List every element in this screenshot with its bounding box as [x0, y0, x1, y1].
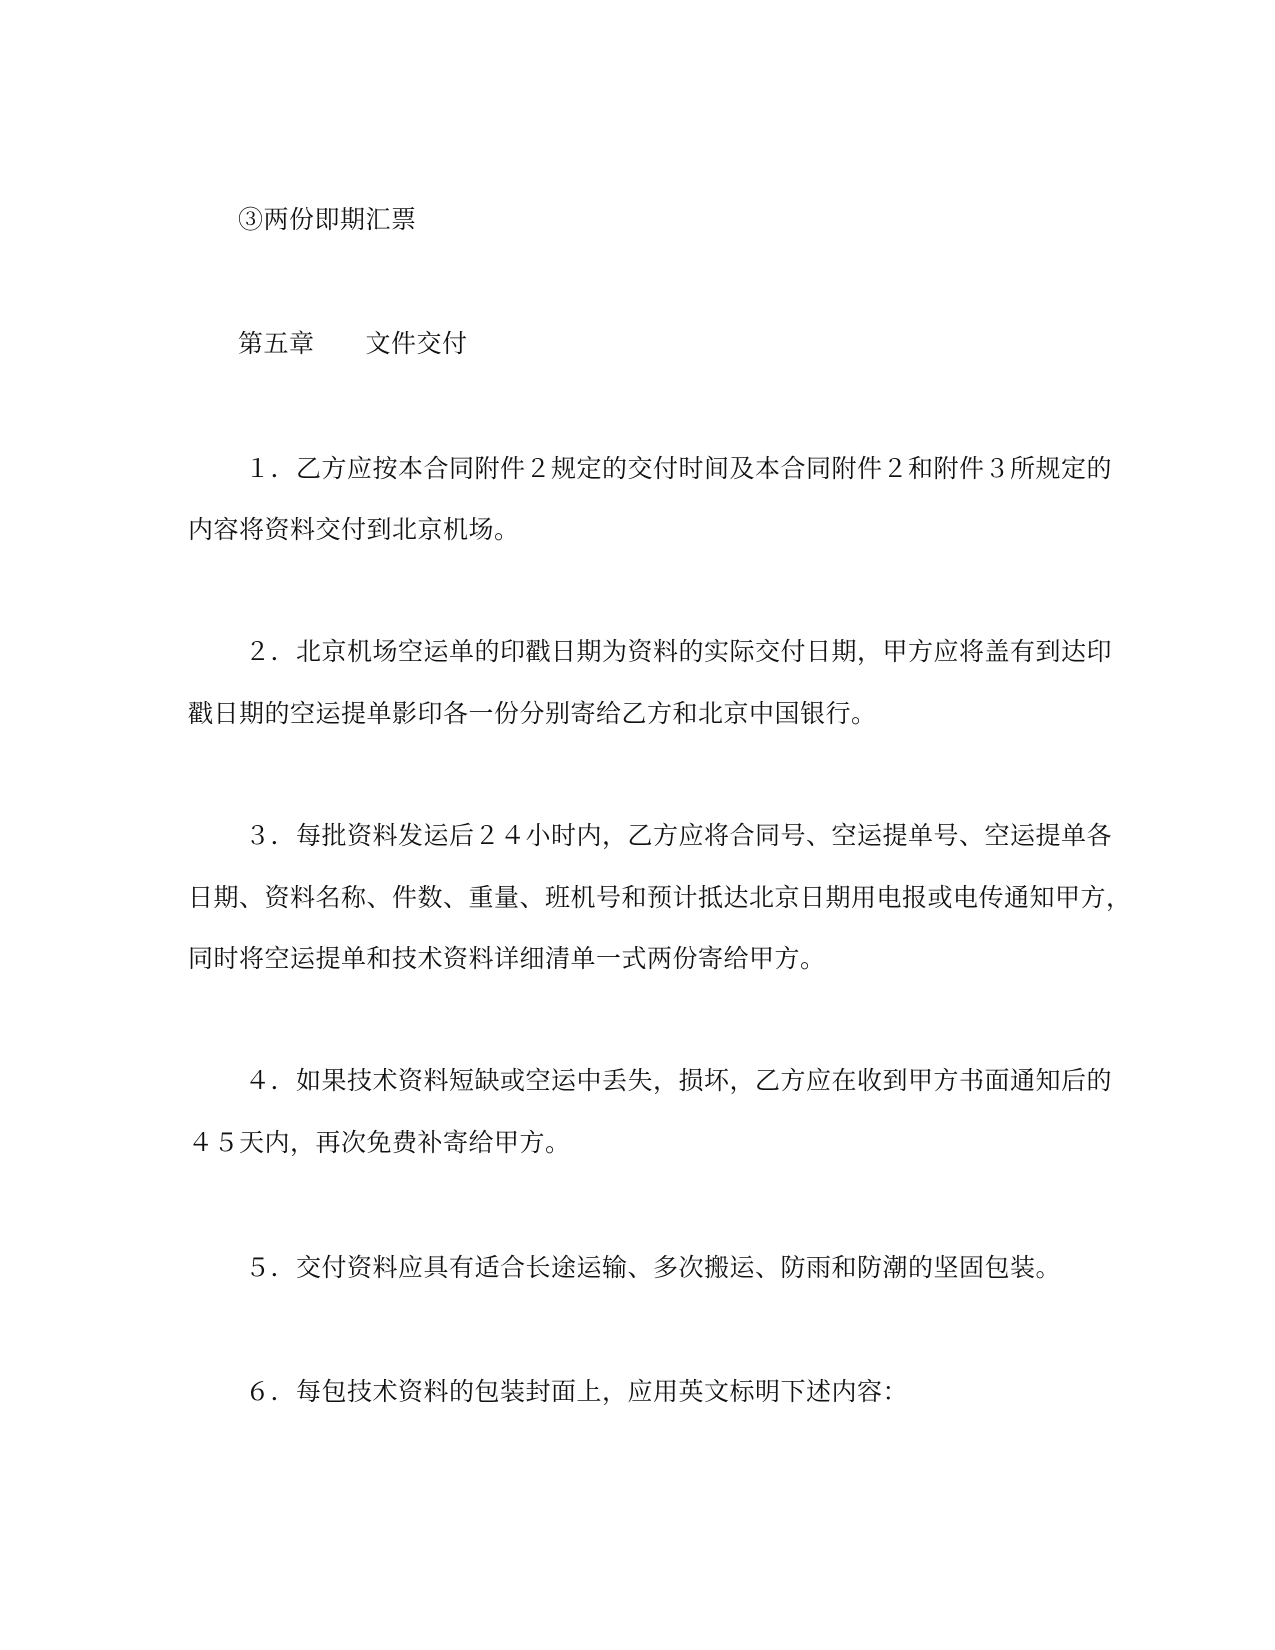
para3-line3: 同时将空运提单和技术资料详细清单一式两份寄给甲方。: [188, 944, 826, 973]
para4-line1: ４．如果技术资料短缺或空运中丢失，损坏，乙方应在收到甲方书面通知后的: [245, 1066, 1113, 1095]
chapter-heading: 第五章 文件交付: [238, 329, 468, 358]
para3-line1: ３．每批资料发运后２４小时内，乙方应将合同号、空运提单号、空运提单各: [245, 821, 1113, 850]
para6-line1: ６．每包技术资料的包装封面上，应用英文标明下述内容：: [245, 1377, 909, 1406]
para4-line2: ４５天内，再次免费补寄给甲方。: [188, 1128, 571, 1157]
para2-line1: ２．北京机场空运单的印戳日期为资料的实际交付日期，甲方应将盖有到达印: [245, 637, 1113, 666]
list-item-3: ③两份即期汇票: [238, 205, 417, 234]
para5-line1: ５．交付资料应具有适合长途运输、多次搬运、防雨和防潮的坚固包装。: [245, 1253, 1062, 1282]
para2-line2: 戳日期的空运提单影印各一份分别寄给乙方和北京中国银行。: [188, 699, 877, 728]
para3-line2: 日期、资料名称、件数、重量、班机号和预计抵达北京日期用电报或电传通知甲方，: [188, 883, 1132, 912]
para1-line2: 内容将资料交付到北京机场。: [188, 515, 520, 544]
para1-line1: １．乙方应按本合同附件２规定的交付时间及本合同附件２和附件３所规定的: [245, 454, 1113, 483]
